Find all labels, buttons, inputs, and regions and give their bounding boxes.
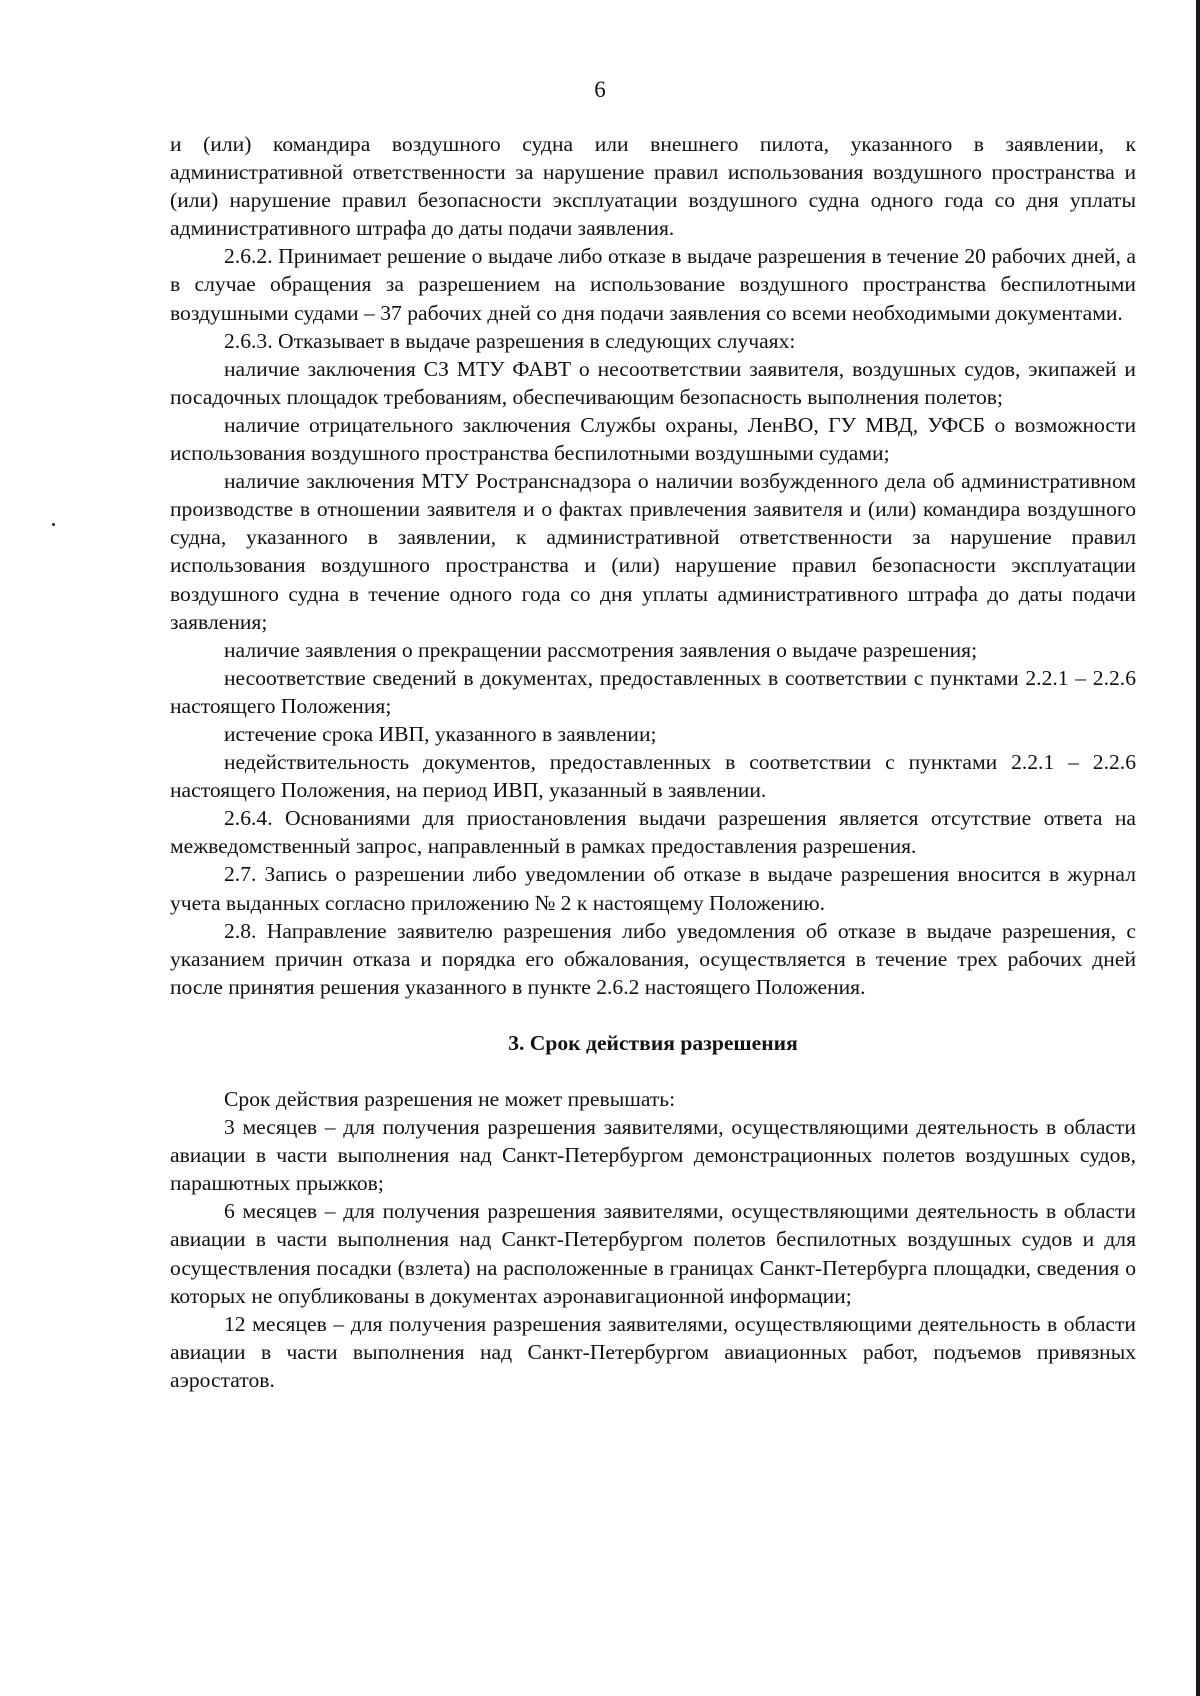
paragraph: наличие заключения СЗ МТУ ФАВТ о несоответствии заявителя, воздушных судов, экипажей и посадочных площадок требованиям, обеспечивающим безопасность выполнения полетов;: [170, 356, 1136, 409]
paragraph: 2.6.3. Отказывает в выдаче разрешения в следующих случаях:: [224, 328, 796, 353]
paragraph: наличие заключения МТУ Ространснадзора о наличии возбужденного дела об административном производстве в отношении заявителя и о фактах привлечения заявителя и (или) командира воздушного судна, указанного в заявлении, к административной ответственности за нарушение правил использования воздушного пространства и (или) нарушение правил безопасности эксплуатации воздушного судна в течение одного года со дня уплаты административного штрафа до даты подачи заявления;: [170, 469, 1136, 634]
paragraph: недействительность документов, предоставленных в соответствии с пунктами 2.2.1 – 2.2.6 настоящего Положения, на период ИВП, указанный в заявлении.: [170, 750, 1136, 803]
page-number: 6: [594, 77, 606, 102]
paragraph: и (или) командира воздушного судна или внешнего пилота, указанного в заявлении, к административной ответственности за нарушение правил использования воздушного пространства и (или) нарушение правил безопасности эксплуатации воздушного судна одного года со дня уплаты административного штрафа до даты подачи заявления.: [170, 132, 1136, 241]
paragraph: наличие заявления о прекращении рассмотрения заявления о выдаче разрешения;: [224, 637, 978, 662]
document-body: [170, 130, 1136, 1394]
paragraph: 3 месяцев – для получения разрешения заявителями, осуществляющими деятельность в области авиации в части выполнения над Санкт-Петербургом демонстрационных полетов воздушных судов, парашютных прыжков;: [170, 1115, 1136, 1196]
paragraph: 12 месяцев – для получения разрешения заявителями, осуществляющими деятельность в области авиации в части выполнения над Санкт-Петербургом авиационных работ, подъемов привязных аэростатов.: [170, 1311, 1136, 1392]
paragraph: несоответствие сведений в документах, предоставленных в соответствии с пунктами 2.2.1 – 2.2.6 настоящего Положения;: [170, 665, 1136, 718]
paragraph: Срок действия разрешения не может превышать:: [224, 1087, 676, 1111]
section-2-text: [170, 130, 1136, 1001]
section-heading: 3. Срок действия разрешения: [508, 1030, 798, 1055]
paragraph: 2.6.4. Основаниями для приостановления выдачи разрешения является отсутствие ответа на межведомственный запрос, направленный в рамках предоставления разрешения.: [170, 806, 1136, 859]
paragraph: 2.6.2. Принимает решение о выдаче либо отказе в выдаче разрешения в течение 20 рабочих дней, а в случае обращения за разрешением на использование воздушного пространства беспилотными воздушными судами – 37 рабочих дней со дня подачи заявления со всеми необходимыми документами.: [170, 244, 1136, 325]
scan-edge: [1196, 0, 1200, 1696]
paragraph: 2.7. Запись о разрешении либо уведомлении об отказе в выдаче разрешения вносится в журнал учета выданных согласно приложению № 2 к настоящему Положению.: [170, 862, 1136, 915]
section-3-text: [170, 1085, 1136, 1394]
scan-speck: [52, 523, 55, 526]
paragraph: наличие отрицательного заключения Службы охраны, ЛенВО, ГУ МВД, УФСБ о возможности использования воздушного пространства беспилотными воздушными судами;: [170, 412, 1136, 466]
paragraph: истечение срока ИВП, указанного в заявлении;: [224, 721, 657, 746]
paragraph: 2.8. Направление заявителю разрешения либо уведомления об отказе в выдаче разрешения, с указанием причин отказа и порядка его обжалования, осуществляется в течение трех рабочих дней после принятия решения указанного в пункте 2.6.2 настоящего Положения.: [170, 918, 1136, 999]
paragraph: 6 месяцев – для получения разрешения заявителями, осуществляющими деятельность в области авиации в части выполнения над Санкт-Петербургом полетов беспилотных воздушных судов и для осуществления посадки (взлета) на расположенные в границах Санкт-Петербурга площадки, сведения о которых не опубликованы в документах аэронавигационной информации;: [170, 1199, 1136, 1308]
